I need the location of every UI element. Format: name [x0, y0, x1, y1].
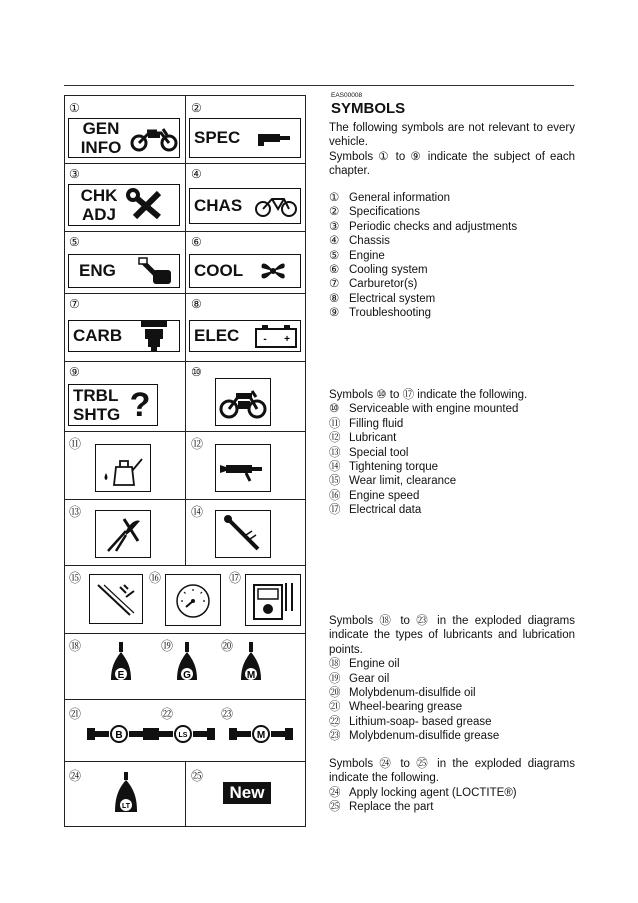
symbol-number: ⑫: [191, 437, 204, 451]
grid-row-3: [65, 232, 305, 294]
grid-row-5: [65, 362, 305, 432]
symbol-number: ⑦: [69, 297, 80, 311]
battery-icon: [254, 323, 298, 349]
caliper-icon: [254, 126, 294, 150]
spec-symbol: [189, 118, 301, 158]
grid-row-4: [65, 294, 305, 362]
vernier-caliper-icon: [90, 575, 142, 623]
motorcycle-side-icon: [216, 379, 270, 425]
symbol-number: ⑱: [69, 639, 82, 653]
torque-wrench-icon: [216, 511, 270, 557]
list-item: ⑪ Filling fluid: [329, 417, 404, 430]
grid-row-11: [65, 762, 305, 826]
list-item: ② Specifications: [329, 206, 420, 219]
list-item: ⑰ Electrical data: [329, 504, 422, 517]
spec-label: SPEC: [194, 128, 241, 147]
symbol-number: ①: [69, 101, 80, 115]
list-item: ㉕ Replace the part: [329, 801, 434, 814]
pliers-icon: [96, 511, 150, 557]
list-item: ⑧ Electrical system: [329, 292, 436, 305]
grid-row-7: [65, 500, 305, 566]
filling-fluid-symbol: [95, 444, 151, 492]
list-item: ③ Periodic checks and adjustments: [329, 220, 518, 233]
intro-paragraph-2: Symbols ① to ⑨ indicate the subject of each chapter.: [329, 150, 575, 178]
list-item: ④ Chassis: [329, 235, 390, 248]
chas-label: CHAS: [194, 196, 243, 215]
section-code: EAS00008: [331, 92, 363, 99]
symbol-number: ⑭: [191, 505, 204, 519]
electrical-data-symbol: [245, 574, 301, 626]
list-item: ㉒ Lithium-soap- based grease: [329, 715, 492, 728]
symbol-number: ⑩: [191, 365, 202, 379]
symbol-number: ⑬: [69, 505, 82, 519]
chk-label-line1: CHK: [80, 186, 118, 205]
symbol-number: ⑨: [69, 365, 80, 379]
intro-block: [329, 121, 575, 179]
trbl-shtg-symbol: [68, 384, 158, 426]
grease-gun-icon: [216, 445, 270, 491]
header-rule: [64, 85, 574, 86]
cool-label: COOL: [194, 261, 244, 280]
symbol-number: ㉑: [69, 707, 82, 721]
frame-icon: [254, 193, 298, 219]
symbol-number: ㉒: [161, 707, 174, 721]
trbl-label-line2: SHTG: [73, 405, 121, 424]
special-tool-symbol: [95, 510, 151, 558]
symbol-number: ⑲: [161, 639, 174, 653]
list-item: ⑩ Serviceable with engine mounted: [329, 403, 519, 416]
grid-row-10: [65, 700, 305, 762]
list-item: ⑬ Special tool: [329, 446, 409, 459]
carburetor-icon: [137, 319, 171, 353]
chapter-list: [329, 191, 575, 321]
list-item: ㉔ Apply locking agent (LOCTITE®): [329, 786, 517, 799]
list-item: ⑭ Tightening torque: [329, 461, 439, 474]
question-mark-icon: ?: [129, 386, 151, 424]
grid-row-9: [65, 634, 305, 700]
list-item: ⑱ Engine oil: [329, 658, 400, 671]
carb-symbol: [68, 320, 180, 352]
symbol-number: ⑯: [149, 571, 162, 585]
symbol-number: ㉕: [191, 769, 204, 783]
moly-oil-letter: M: [246, 670, 256, 681]
multimeter-icon: [246, 575, 300, 625]
torque-symbol: [215, 510, 271, 558]
elec-symbol: [189, 320, 301, 352]
chas-symbol: [189, 188, 301, 224]
grid-row-2: [65, 164, 305, 232]
lubricant-list: [329, 614, 575, 744]
list-item: ㉑ Wheel-bearing grease: [329, 701, 463, 714]
wear-limit-symbol: [89, 574, 143, 624]
carb-label: CARB: [73, 326, 123, 345]
wheel-bearing-grease-icon: [87, 724, 151, 744]
eng-label: ENG: [79, 261, 116, 280]
fan-icon: [256, 256, 290, 286]
list-item: ⑮ Wear limit, clearance: [329, 475, 457, 488]
lithium-soap-grease-letters: LS: [178, 732, 188, 739]
symbol-number: ⑪: [69, 437, 82, 451]
motorcycle-icon: [129, 123, 179, 153]
list-item: ⑥ Cooling system: [329, 264, 428, 277]
engine-mounted-symbol: [215, 378, 271, 426]
locking-list: [329, 757, 575, 815]
new-part-badge: New: [223, 782, 271, 804]
lithium-soap-grease-icon: [151, 724, 215, 744]
gen-label-line2: INFO: [80, 138, 122, 157]
symbol-number: ③: [69, 167, 80, 181]
piston-icon: [135, 256, 175, 286]
moly-grease-icon: [229, 724, 293, 744]
chk-adj-symbol: [68, 184, 180, 226]
intro-paragraph-1: The following symbols are not relevant to every vehicle.: [329, 122, 575, 149]
symbol-number: ④: [191, 167, 202, 181]
moly-oil-bottle-icon: [239, 642, 263, 688]
elec-label: ELEC: [194, 326, 240, 345]
engine-speed-symbol: [165, 574, 221, 626]
moly-grease-letter: M: [256, 730, 266, 741]
list-item: ⑳ Molybdenum-disulfide oil: [329, 687, 476, 700]
page-title: SYMBOLS: [331, 100, 406, 117]
following-intro: Symbols ⑩ to ⑰ indicate the following.: [329, 389, 528, 401]
grid-row-1: [65, 96, 305, 164]
wheel-bearing-grease-letter: B: [115, 730, 123, 741]
engine-oil-bottle-icon: [109, 642, 133, 688]
symbol-number: ㉓: [221, 707, 234, 721]
chk-label-line2: ADJ: [81, 205, 116, 224]
list-item: ⑤ Engine: [329, 249, 385, 262]
battery-minus-sign: -: [263, 334, 267, 345]
locking-agent-letters: LT: [121, 803, 131, 810]
list-item: ⑲ Gear oil: [329, 672, 390, 685]
symbol-number: ⑥: [191, 235, 202, 249]
grid-row-6: [65, 432, 305, 500]
following-list: [329, 388, 575, 518]
locking-agent-bottle-icon: [113, 772, 139, 818]
engine-oil-letter: E: [117, 670, 125, 681]
tachometer-icon: [166, 575, 220, 625]
symbol-number: ⑮: [69, 571, 82, 585]
symbol-number: ⑤: [69, 235, 80, 249]
symbol-number: ②: [191, 101, 202, 115]
trbl-label-line1: TRBL: [73, 386, 119, 405]
symbol-grid: [64, 95, 306, 827]
list-item: ⑫ Lubricant: [329, 432, 397, 445]
grid-row-8: [65, 566, 305, 634]
list-item: ① General information: [329, 192, 450, 204]
list-item: ㉓ Molybdenum-disulfide grease: [329, 730, 500, 743]
gear-oil-bottle-icon: [175, 642, 199, 688]
gen-info-symbol: [68, 118, 180, 158]
wrench-screwdriver-icon: [125, 187, 169, 223]
symbol-number: ⑳: [221, 639, 234, 653]
gen-label-line1: GEN: [82, 119, 120, 138]
symbol-number: ⑰: [229, 571, 242, 585]
locking-intro: Symbols ㉔ to ㉕ in the exploded diagrams indicate the following.: [329, 758, 575, 785]
lubricant-symbol: [215, 444, 271, 492]
eng-symbol: [68, 254, 180, 288]
oil-can-icon: [96, 445, 150, 491]
symbol-number: ⑧: [191, 297, 202, 311]
cool-symbol: [189, 254, 301, 288]
battery-plus-sign: +: [284, 334, 290, 345]
list-item: ⑦ Carburetor(s): [329, 278, 418, 291]
list-item: ⑨ Troubleshooting: [329, 307, 432, 320]
list-item: ⑯ Engine speed: [329, 489, 420, 502]
lubricant-intro: Symbols ⑱ to ㉓ in the exploded diagrams indicate the types of lubricants and lubrication points.: [329, 615, 575, 656]
symbol-number: ㉔: [69, 769, 82, 783]
gear-oil-letter: G: [183, 670, 191, 681]
